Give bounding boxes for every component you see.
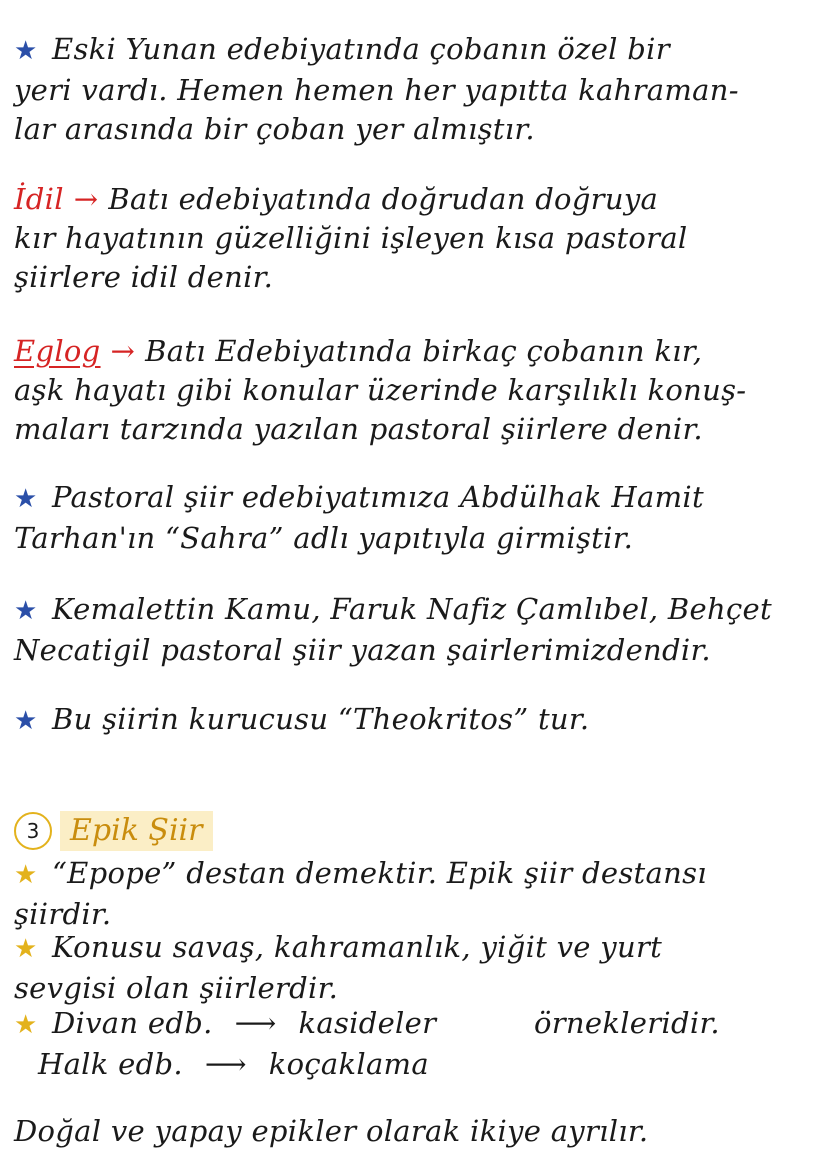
text-line: şiirlere idil denir. — [14, 260, 274, 294]
term-eglog: Eglog — [14, 334, 101, 368]
text-line: Batı Edebiyatında birkaç çobanın kır, — [145, 334, 703, 368]
text-line: Bu şiirin kurucusu “Theokritos” tur. — [52, 702, 590, 736]
text-line: sevgisi olan şiirlerdir. — [14, 971, 339, 1005]
example-halk-value: koçaklama — [268, 1047, 429, 1081]
paragraph-idil — [14, 180, 814, 297]
text-line: aşk hayatı gibi konular üzerinde karşılıklı konuş- — [14, 373, 747, 407]
text-line: Tarhan'ın “Sahra” adlı yapıtıyla girmiştir. — [14, 521, 634, 555]
text-line: kır hayatının güzelliğini işleyen kısa pastoral — [14, 221, 688, 255]
text-line: yeri vardı. Hemen hemen her yapıtta kahraman- — [14, 73, 739, 107]
star-icon: ★ — [14, 484, 38, 514]
paragraph-eglog — [14, 332, 814, 449]
text-line: maları tarzında yazılan pastoral şiirlere denir. — [14, 412, 703, 446]
text-line: Necatigil pastoral şiir yazan şairlerimizdendir. — [14, 633, 711, 667]
bullet-epope — [14, 854, 814, 934]
term-idil: İdil — [14, 182, 64, 216]
paragraph-pastoral-intro — [14, 478, 814, 558]
text-line: şiirdir. — [14, 897, 112, 931]
text-line: Doğal ve yapay epikler olarak ikiye ayrılır. — [14, 1114, 649, 1148]
closing-line — [14, 1112, 814, 1151]
bullet-konusu — [14, 928, 814, 1008]
example-divan-label: Divan edb. — [52, 1006, 213, 1040]
arrow-icon: → — [110, 334, 136, 368]
examples-list — [14, 1004, 814, 1084]
example-divan-value: kasideler — [298, 1006, 437, 1040]
text-line: Pastoral şiir edebiyatımıza Abdülhak Hamit — [52, 480, 704, 514]
paragraph-founder — [14, 700, 814, 741]
paragraph-pastoral-poets — [14, 590, 814, 670]
example-suffix: örnekleridir. — [534, 1006, 720, 1040]
star-icon: ★ — [14, 36, 38, 66]
text-line: “Epope” destan demektir. Epik şiir destansı — [52, 856, 707, 890]
star-icon: ★ — [14, 706, 38, 736]
text-line: Kemalettin Kamu, Faruk Nafiz Çamlıbel, Behçet — [52, 592, 772, 626]
arrow-icon: ⟶ — [234, 1006, 277, 1040]
example-halk-label: Halk edb. — [38, 1047, 183, 1081]
section-heading-epic — [14, 811, 213, 851]
section-number-badge: 3 — [14, 812, 52, 850]
star-icon: ★ — [14, 860, 38, 890]
text-line: Konusu savaş, kahramanlık, yiğit ve yurt — [52, 930, 663, 964]
arrow-icon: ⟶ — [204, 1047, 247, 1081]
star-icon: ★ — [14, 596, 38, 626]
star-icon: ★ — [14, 1010, 38, 1040]
arrow-icon: → — [73, 182, 99, 216]
text-line: Batı edebiyatında doğrudan doğruya — [108, 182, 659, 216]
paragraph-greek-shepherd — [14, 30, 814, 149]
section-title: Epik Şiir — [60, 811, 213, 851]
text-line: Eski Yunan edebiyatında çobanın özel bir — [52, 32, 670, 66]
text-line: lar arasında bir çoban yer almıştır. — [14, 112, 535, 146]
star-icon: ★ — [14, 934, 38, 964]
